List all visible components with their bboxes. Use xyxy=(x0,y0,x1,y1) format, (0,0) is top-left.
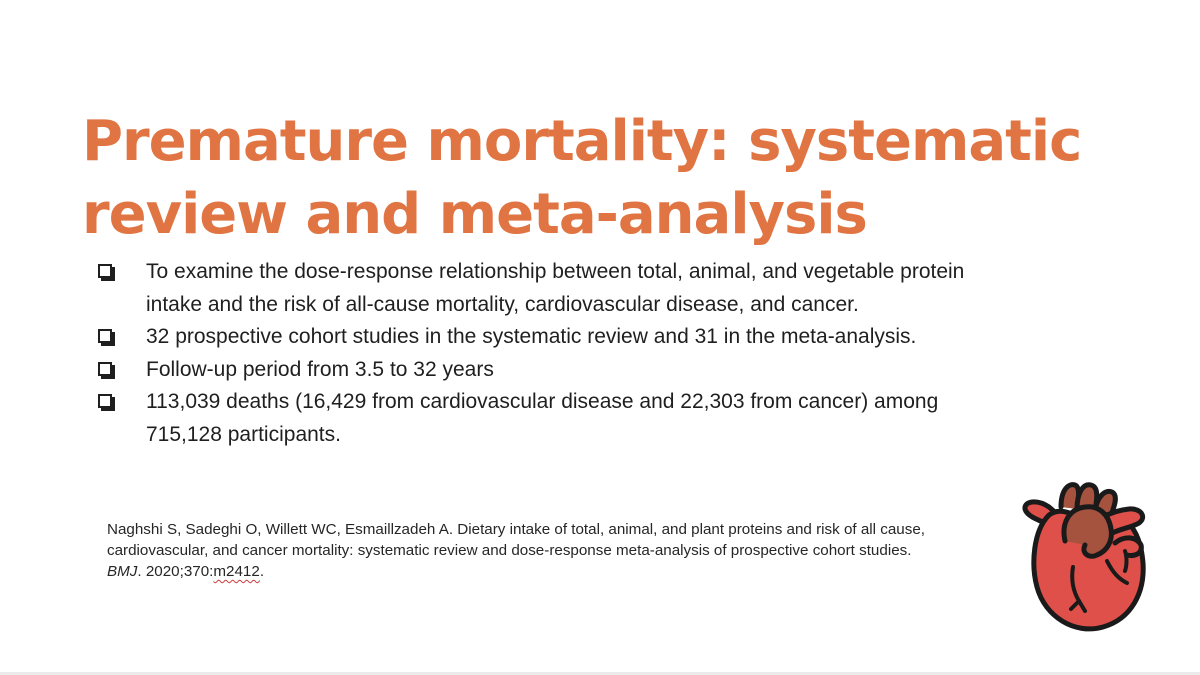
bullet-item xyxy=(98,386,1018,451)
citation-end: . xyxy=(259,563,265,580)
citation-volume: . 2020;370: xyxy=(137,563,214,580)
citation xyxy=(107,519,1007,582)
bullet-item xyxy=(98,256,1018,321)
checkbox-icon xyxy=(98,264,112,278)
bullet-text: Follow-up period from 3.5 to 32 years xyxy=(146,357,494,381)
citation-article-id[interactable]: m2412 xyxy=(213,563,260,580)
citation-journal: BMJ xyxy=(107,563,138,580)
bullet-list xyxy=(98,256,1018,451)
checkbox-icon xyxy=(98,329,112,343)
bullet-item xyxy=(98,321,1018,354)
bullet-item xyxy=(98,354,1018,387)
bullet-text: To examine the dose-response relationship between total, animal, and vegetable protein intake and the risk of all-cause mortality, cardiovascular disease, and cancer. xyxy=(146,260,965,316)
bullet-text: 113,039 deaths (16,429 from cardiovascular disease and 22,303 from cancer) among 715,128 participants. xyxy=(146,390,939,446)
slide-title: Premature mortality: systematic review and meta-analysis xyxy=(82,109,1082,247)
checkbox-icon xyxy=(98,394,112,408)
heart-icon xyxy=(1015,475,1155,645)
bullet-text: 32 prospective cohort studies in the systematic review and 31 in the meta-analysis. xyxy=(146,325,917,348)
checkbox-icon xyxy=(98,362,112,376)
citation-authors: Naghshi S, Sadeghi O, Willett WC, Esmaillzadeh A. Dietary intake of total, animal, and plant proteins and risk of all cause, cardiovascular, and cancer mortality: systematic review and dose-response meta-analysis of prospective cohort studies. xyxy=(107,521,925,559)
